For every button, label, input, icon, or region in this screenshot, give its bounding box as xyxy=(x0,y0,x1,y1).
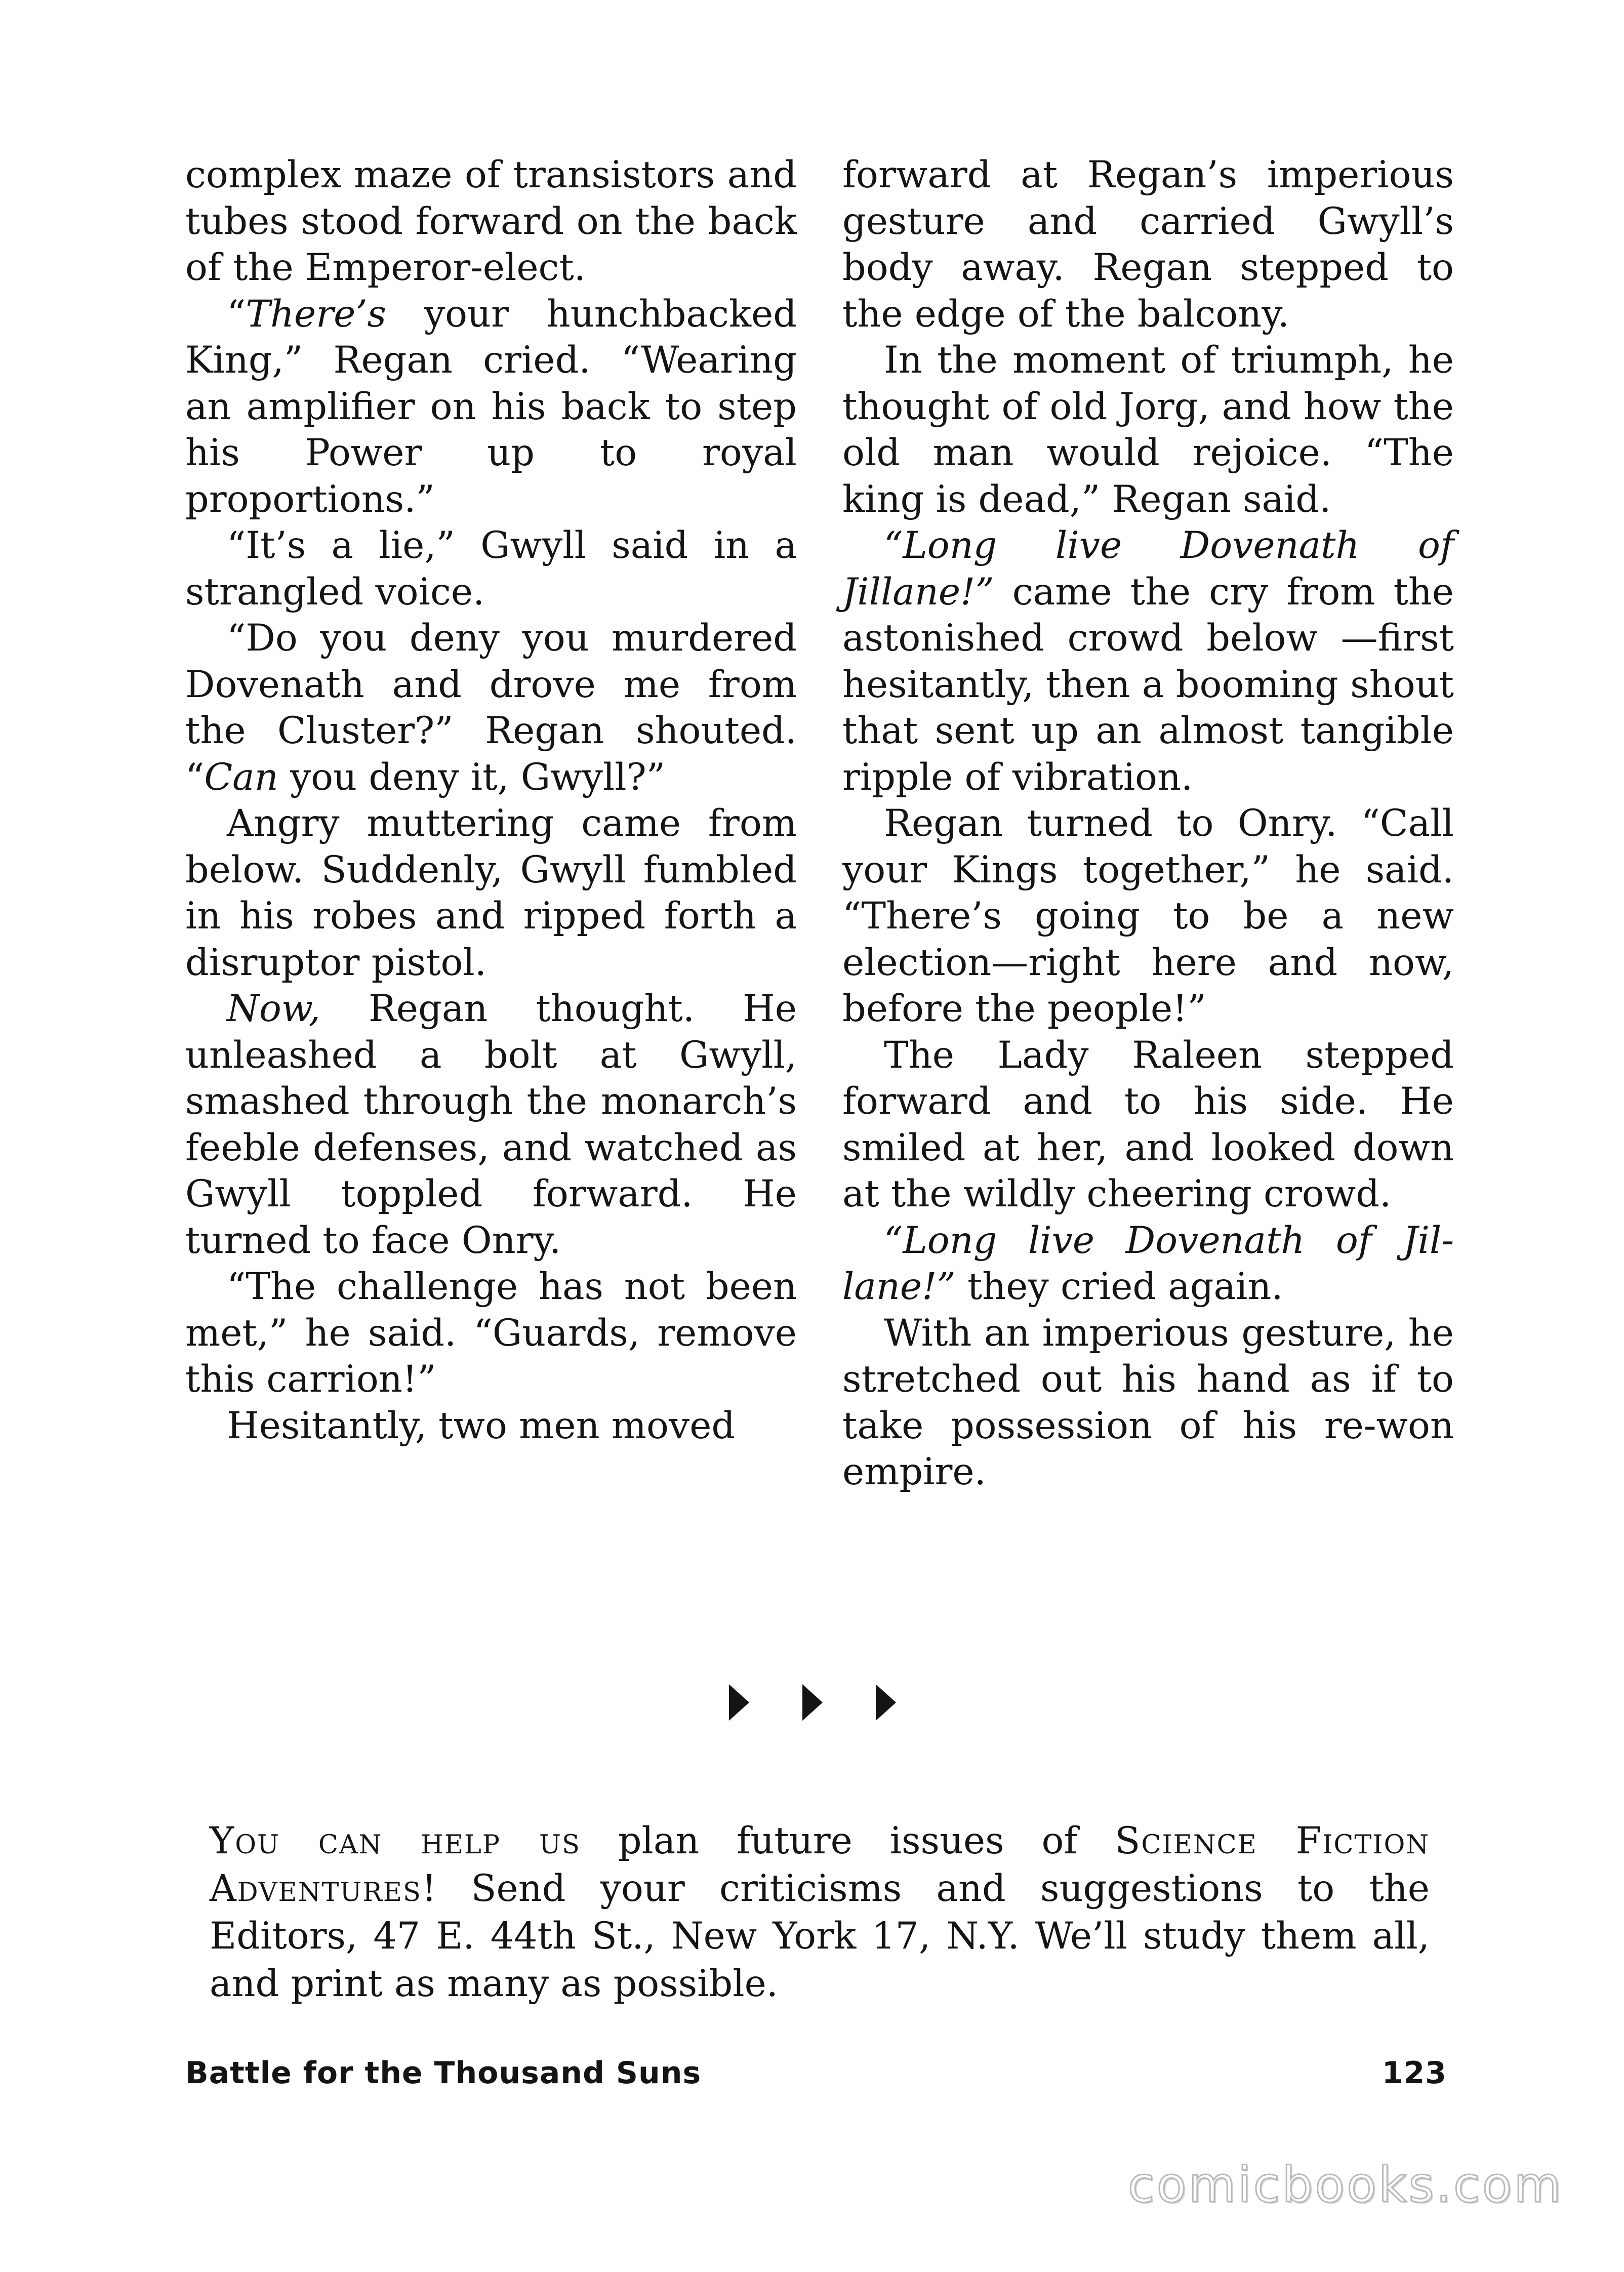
story-paragraph: complex maze of transistors and tubes stood forward on the back of the Emperor-elect. xyxy=(185,153,797,289)
page-footer xyxy=(185,2055,1447,2091)
story-paragraph: “Long live Dovenath of Jillane!” came the cry from the astonished crowd below —first hesitantly, then a booming shout that sent up an almost tangible ripple of vibration. xyxy=(842,524,1454,799)
section-divider xyxy=(729,1680,896,1725)
notice-text-1: plan future issues of xyxy=(580,1819,1115,1862)
italic-run: There’s xyxy=(246,292,386,336)
triangle-arrow-icon xyxy=(802,1684,823,1721)
story-paragraph: “There’s your hunchbacked King,” Regan cried. “Wearing an amplifier on his back to step his Power up to royal proportions.” xyxy=(185,292,797,521)
story-paragraph: forward at Regan’s imperious gesture and carried Gwyll’s body away. Regan stepped to the edge of the balcony. xyxy=(842,153,1454,336)
running-title: Battle for the Thousand Suns xyxy=(185,2055,702,2091)
story-paragraph: “The challenge has not been met,” he said. “Guards, remove this carrion!” xyxy=(185,1265,797,1401)
story-paragraph: Hesitantly, two men moved xyxy=(227,1404,736,1447)
notice-text-2: ! Send your criticisms and suggestions to the Editors, 47 E. 44th St., New York 17, N.Y. We’ll study them all, and print as many as possible. xyxy=(210,1867,1430,2005)
magazine-name: Science Fiction Adventures xyxy=(210,1819,1430,1910)
italic-run: “Long live Dovenath of Jillane!” xyxy=(842,524,1454,614)
left-text-column xyxy=(185,152,797,1449)
story-paragraph: With an imperious gesture, he stretched out his hand as if to take possession of his re-won empire. xyxy=(842,1311,1454,1493)
story-paragraph: Regan turned to Onry. “Call your Kings together,” he said. “There’s going to be a new election—right here and now, before the people!” xyxy=(842,802,1454,1030)
italic-run: “Long live Dovenath of Jillane!” xyxy=(842,1219,1454,1308)
reader-notice xyxy=(210,1817,1430,2008)
story-paragraph: The Lady Raleen stepped forward and to his side. He smiled at her, and looked down at the wildly cheering crowd. xyxy=(842,1033,1454,1215)
story-paragraph: “Do you deny you murdered Dovenath and drove me from the Cluster?” Regan shouted. “Can you deny it, Gwyll?” xyxy=(185,617,797,799)
story-paragraph: In the moment of triumph, he thought of old Jorg, and how the old man would rejoice. “The king is dead,” Regan said. xyxy=(842,339,1454,521)
watermark: comicbooks.com xyxy=(1127,2157,1563,2213)
notice-lead: You can help us xyxy=(210,1819,581,1862)
italic-run: Can xyxy=(204,755,278,799)
story-paragraph: “Long live Dovenath of Jillane!” they cried again. xyxy=(842,1219,1454,1308)
right-text-column xyxy=(842,152,1454,1495)
story-paragraph: Now, Regan thought. He unleashed a bolt at Gwyll, smashed through the monarch’s feeble defenses, and watched as Gwyll toppled forward. He turned to face Onry. xyxy=(185,987,797,1262)
italic-run: Now, xyxy=(227,987,320,1030)
triangle-arrow-icon xyxy=(729,1684,749,1721)
page-number: 123 xyxy=(1382,2055,1447,2091)
story-paragraph: “It’s a lie,” Gwyll said in a strangled voice. xyxy=(185,524,797,614)
triangle-arrow-icon xyxy=(876,1684,896,1721)
story-paragraph: Angry muttering came from below. Suddenly, Gwyll fumbled in his robes and ripped forth a disruptor pistol. xyxy=(185,802,797,984)
